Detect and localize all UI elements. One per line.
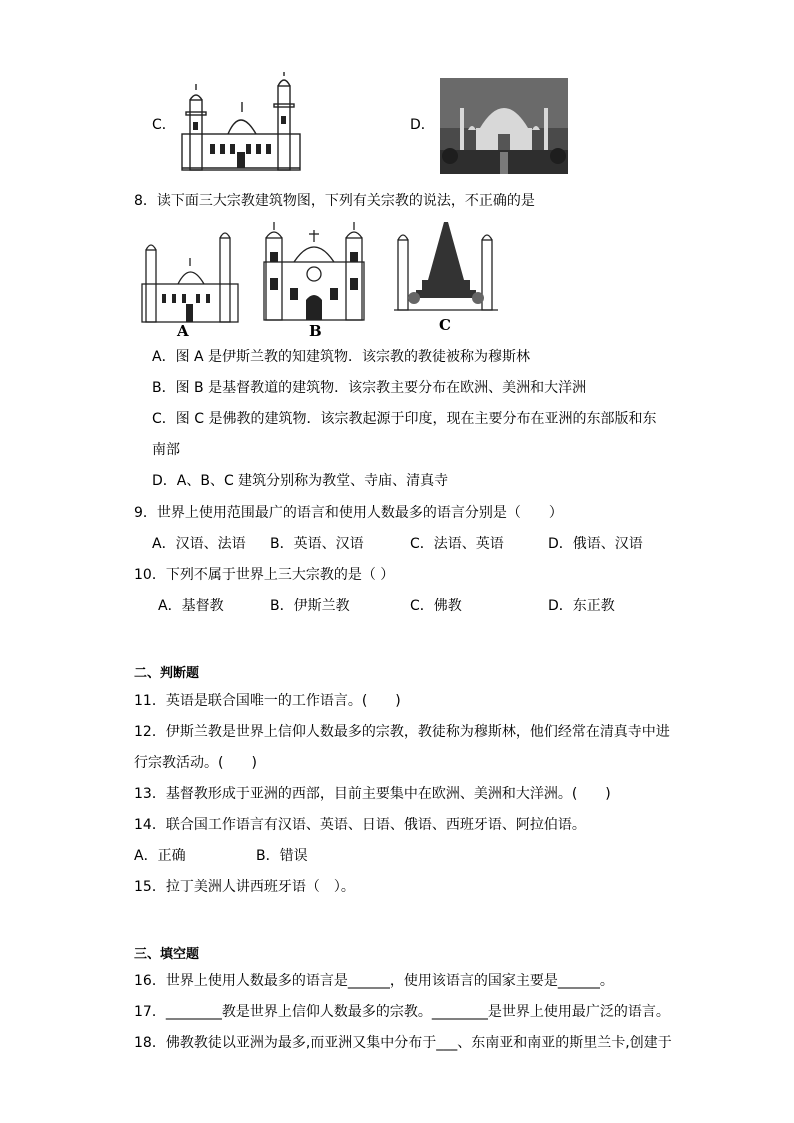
temple-image	[394, 220, 498, 314]
q10-stem: 10．下列不属于世界上三大宗教的是（ ）	[134, 567, 395, 583]
q14-option-b: B．错误	[256, 848, 308, 864]
q7-option-d-label: D．	[410, 117, 435, 133]
q15: 15．拉丁美洲人讲西班牙语（ ）。	[134, 879, 355, 895]
q12-cont: 行宗教活动。( )	[134, 755, 257, 771]
section-2-title: 二、判断题	[134, 666, 200, 681]
q13: 13．基督教形成于亚洲的西部，目前主要集中在欧洲、美洲和大洋洲。( )	[134, 786, 611, 802]
caption-c: C	[439, 316, 451, 334]
section-3-title: 三、填空题	[134, 947, 200, 962]
church-image	[262, 222, 366, 322]
mosque-image	[180, 72, 302, 174]
q8-stem: 8．读下面三大宗教建筑物图，下列有关宗教的说法，不正确的是	[134, 193, 535, 209]
q8-option-a: A．图 A 是伊斯兰教的知建筑物．该宗教的教徒被称为穆斯林	[152, 349, 531, 365]
q14-option-a: A．正确	[134, 848, 186, 864]
q8-option-c: C．图 C 是佛教的建筑物．该宗教起源于印度，现在主要分布在亚洲的东部版和东	[152, 411, 657, 427]
caption-a: A	[177, 322, 189, 340]
taj-mahal-photo	[440, 78, 568, 174]
q16: 16．世界上使用人数最多的语言是______，使用该语言的国家主要是______。	[134, 973, 614, 989]
q7-option-c-label: C．	[152, 117, 176, 133]
q9-option-c: C．法语、英语	[410, 536, 504, 552]
caption-b: B	[309, 322, 322, 340]
q10-option-a: A．基督教	[158, 598, 224, 614]
q9-option-d: D．俄语、汉语	[548, 536, 643, 552]
mosque-building-image	[140, 228, 240, 324]
q10-option-c: C．佛教	[410, 598, 462, 614]
q8-option-d: D．A、B、C 建筑分别称为教堂、寺庙、清真寺	[152, 473, 449, 489]
q9-option-b: B．英语、汉语	[270, 536, 364, 552]
q14: 14．联合国工作语言有汉语、英语、日语、俄语、西班牙语、阿拉伯语。	[134, 817, 586, 833]
q8-option-b: B．图 B 是基督教道的建筑物．该宗教主要分布在欧洲、美洲和大洋洲	[152, 380, 587, 396]
q18: 18．佛教教徒以亚洲为最多,而亚洲又集中分布于___、东南亚和南亚的斯里兰卡,创建于	[134, 1035, 672, 1051]
q8-option-c-cont: 南部	[152, 442, 180, 458]
q12: 12．伊斯兰教是世界上信仰人数最多的宗教，教徒称为穆斯林，他们经常在清真寺中进	[134, 724, 670, 740]
q9-option-a: A．汉语、法语	[152, 536, 246, 552]
q10-option-b: B．伊斯兰教	[270, 598, 350, 614]
q10-option-d: D．东正教	[548, 598, 615, 614]
q9-stem: 9．世界上使用范围最广的语言和使用人数最多的语言分别是（ ）	[134, 505, 563, 521]
q17: 17．________教是世界上信仰人数最多的宗教。________是世界上使用最广泛的语言。	[134, 1004, 670, 1020]
q11: 11．英语是联合国唯一的工作语言。( )	[134, 693, 401, 709]
